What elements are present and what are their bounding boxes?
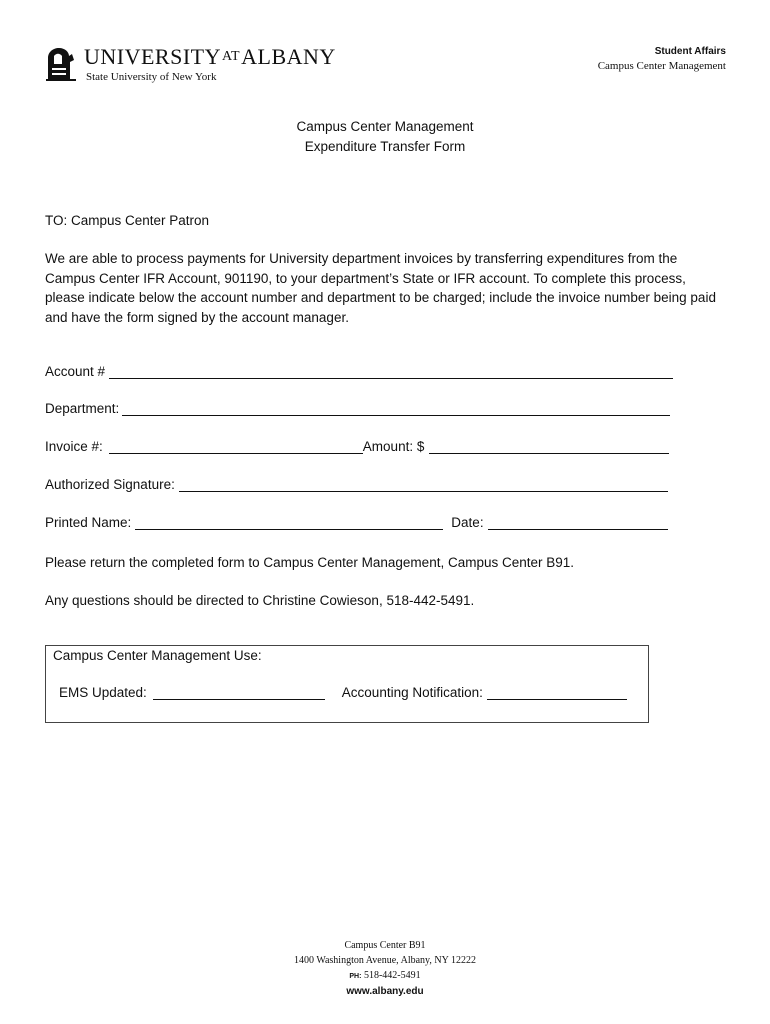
invoice-label: Invoice #: [45,439,103,454]
return-note: Please return the completed form to Campus Center Management, Campus Center B91. [45,555,575,570]
office-use-fields [59,685,627,700]
account-label: Account # [45,364,106,379]
intro-paragraph: We are able to process payments for University department invoices by transferring expenditures from the Campus Center IFR Account, 901190, to your department’s State or IFR account. To complete this process, please indicate below the account number and department to be charged; include the invoice number being paid and have the form signed by the account manager. [45,251,716,325]
footer-room: Campus Center B91 [344,940,426,951]
department-name: Student Affairs [654,46,726,57]
ems-label: EMS Updated: [59,685,147,700]
amount-label: Amount: $ [362,439,425,454]
footer [0,938,770,999]
to-line: TO: Campus Center Patron [45,213,210,228]
footer-phone-row [0,968,770,984]
accounting-label: Accounting Notification: [341,685,483,700]
signature-label: Authorized Signature: [45,477,175,492]
department-subtitle: Campus Center Management [597,60,726,72]
amount-input-line[interactable] [429,439,669,454]
footer-phone: 518-442-5491 [363,970,421,981]
date-label: Date: [451,515,484,530]
department-field [45,401,670,416]
university-wordmark: UNIVERSITYATALBANY [84,44,336,69]
printed-name-input-line[interactable] [135,515,443,530]
account-field [45,364,673,379]
signature-input-line[interactable] [179,477,668,492]
account-input-line[interactable] [109,364,673,379]
invoice-input-line[interactable] [109,439,363,454]
header-department [598,46,726,72]
printed-name-label: Printed Name: [45,515,132,530]
accounting-input-line[interactable] [487,685,627,700]
office-use-title: Campus Center Management Use: [53,648,262,663]
phone-label: PH: [349,973,362,980]
university-subtitle: State University of New York [86,71,217,83]
ems-input-line[interactable] [153,685,325,700]
date-input-line[interactable] [488,515,668,530]
university-seal-icon [44,46,78,82]
printed-name-date-field [45,515,668,530]
form-title-line1: Campus Center Management [296,119,474,134]
footer-website-link[interactable]: www.albany.edu [346,986,424,997]
signature-field [45,477,668,492]
department-label: Department: [45,401,120,416]
form-title [0,117,770,157]
questions-note: Any questions should be directed to Christine Cowieson, 518-442-5491. [45,593,475,608]
form-title-line2: Expenditure Transfer Form [304,139,466,154]
footer-address: 1400 Washington Avenue, Albany, NY 12222 [294,955,476,966]
department-input-line[interactable] [122,401,670,416]
invoice-amount-field [45,439,669,454]
